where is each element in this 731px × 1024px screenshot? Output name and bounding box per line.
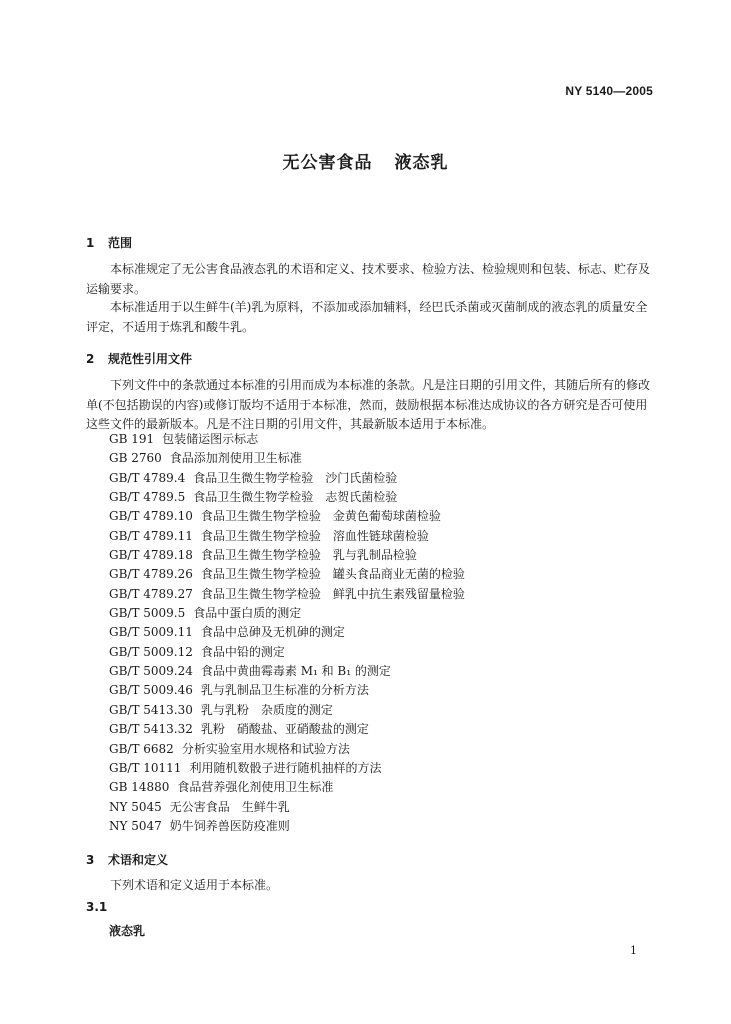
reference-code: GB/T 4789.27 — [109, 586, 193, 601]
reference-code: NY 5047 — [109, 818, 162, 833]
reference-code: GB/T 5413.30 — [109, 702, 193, 717]
term-name: 液态乳 — [109, 924, 146, 938]
reference-name: 无公害食品 生鲜牛乳 — [169, 799, 290, 814]
reference-name: 食品营养强化剂使用卫生标准 — [177, 780, 334, 795]
reference-name: 包装储运图示标志 — [162, 432, 259, 446]
section-title: 规范性引用文件 — [108, 352, 193, 366]
reference-item — [109, 449, 465, 468]
section-2-heading — [86, 350, 192, 367]
page-number: 1 — [630, 944, 637, 957]
reference-item — [109, 623, 465, 642]
document-title — [0, 148, 731, 173]
reference-name: 食品中总砷及无机砷的测定 — [200, 625, 345, 640]
reference-item — [109, 507, 465, 526]
reference-name: 乳与乳制品卫生标准的分析方法 — [200, 683, 369, 698]
reference-code: GB/T 5009.5 — [109, 606, 186, 621]
reference-name: 食品卫生微生物学检验 溶血性链球菌检验 — [200, 528, 429, 543]
reference-item — [109, 681, 465, 700]
reference-name: 乳与乳粉 杂质度的测定 — [200, 702, 333, 717]
reference-item — [109, 469, 465, 488]
reference-name: 食品卫生微生物学检验 沙门氏菌检验 — [193, 470, 398, 485]
reference-code: GB 14880 — [109, 780, 170, 795]
reference-item — [109, 740, 465, 759]
section-3-intro: 下列术语和定义适用于本标准。 — [110, 878, 279, 892]
section-1-heading — [86, 234, 132, 251]
section-number: 1 — [86, 236, 95, 250]
reference-code: GB/T 5009.46 — [109, 683, 193, 698]
reference-code: GB/T 4789.26 — [109, 567, 193, 582]
reference-item — [109, 778, 465, 797]
reference-code: GB/T 4789.4 — [109, 470, 186, 485]
reference-code: GB/T 5413.32 — [109, 722, 193, 737]
reference-code: GB/T 6682 — [109, 741, 174, 756]
reference-name: 食品卫生微生物学检验 乳与乳制品检验 — [200, 548, 417, 563]
reference-name: 利用随机数骰子进行随机抽样的方法 — [189, 760, 382, 775]
reference-item — [109, 643, 465, 662]
reference-item — [109, 720, 465, 739]
reference-name: 食品中铅的测定 — [200, 644, 285, 659]
reference-code: GB/T 5009.12 — [109, 644, 193, 659]
reference-code: GB/T 10111 — [109, 760, 182, 775]
reference-item — [109, 546, 465, 565]
reference-code: GB/T 5009.24 — [109, 664, 193, 679]
reference-item — [109, 798, 465, 817]
subsection-number: 3.1 — [86, 900, 108, 914]
reference-name: 食品中蛋白质的测定 — [193, 606, 302, 621]
reference-name: 奶牛饲养兽医防疫准则 — [169, 818, 290, 833]
reference-name: 食品卫生微生物学检验 金黄色葡萄球菌检验 — [200, 509, 441, 524]
section-number: 3 — [86, 853, 95, 867]
reference-name: 食品添加剂使用卫生标准 — [169, 451, 302, 466]
section-title: 术语和定义 — [108, 853, 169, 867]
reference-list — [109, 430, 465, 836]
reference-code: NY 5045 — [109, 799, 162, 814]
reference-code: GB 191 — [109, 432, 155, 446]
reference-name: 食品中黄曲霉毒素 M₁ 和 B₁ 的测定 — [200, 664, 391, 679]
reference-item — [109, 759, 465, 778]
reference-code: GB/T 4789.11 — [109, 528, 193, 543]
section-1-paragraph-2: 本标准适用于以生鲜牛(羊)乳为原料，不添加或添加辅料，经巴氏杀菌或灭菌制成的液态乳的质量安全评定，不适用于炼乳和酸牛乳。 — [86, 300, 648, 334]
reference-name: 食品卫生微生物学检验 罐头食品商业无菌的检验 — [200, 567, 465, 582]
reference-item — [109, 565, 465, 584]
reference-name: 分析实验室用水规格和试验方法 — [181, 741, 350, 756]
section-1-paragraph-1: 本标准规定了无公害食品液态乳的术语和定义、技术要求、检验方法、检验规则和包装、标志、贮存及运输要求。 — [86, 262, 651, 296]
standard-code: NY 5140—2005 — [565, 84, 653, 98]
reference-code: GB/T 4789.5 — [109, 490, 186, 505]
reference-item — [109, 701, 465, 720]
reference-code: GB/T 5009.11 — [109, 625, 193, 640]
reference-name: 乳粉 硝酸盐、亚硝酸盐的测定 — [200, 722, 369, 737]
reference-code: GB/T 4789.10 — [109, 509, 193, 524]
section-number: 2 — [86, 352, 95, 366]
title-part-1: 无公害食品 — [282, 153, 373, 173]
reference-code: GB 2760 — [109, 451, 162, 466]
section-3-heading — [86, 851, 168, 868]
reference-code: GB/T 4789.18 — [109, 548, 193, 563]
reference-item — [109, 817, 465, 836]
section-2-intro: 下列文件中的条款通过本标准的引用而成为本标准的条款。凡是注日期的引用文件，其随后所有的修改单(不包括勘误的内容)或修订版均不适用于本标准，然而，鼓励根据本标准达成协议的各方研究是否可使用这些文件的最新版本。凡是不注日期的引用文件，其最新版本适用于本标准。 — [86, 378, 651, 431]
reference-item — [109, 527, 465, 546]
reference-item — [109, 585, 465, 604]
reference-item — [109, 604, 465, 623]
reference-name: 食品卫生微生物学检验 志贺氏菌检验 — [193, 490, 398, 505]
title-part-2: 液态乳 — [394, 153, 449, 173]
reference-name: 食品卫生微生物学检验 鲜乳中抗生素残留量检验 — [200, 586, 465, 601]
reference-item — [109, 662, 465, 681]
section-title: 范围 — [108, 236, 133, 250]
reference-item — [109, 488, 465, 507]
reference-item — [109, 430, 465, 449]
